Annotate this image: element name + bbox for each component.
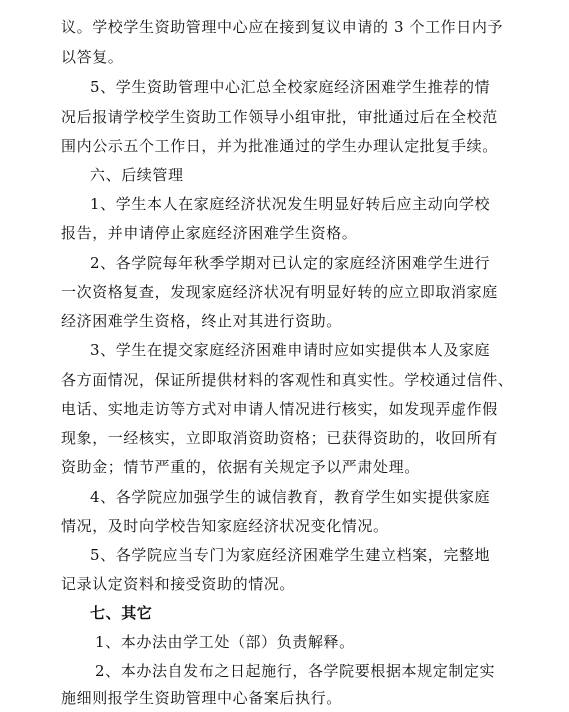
text-line: 1、学生本人在家庭经济状况发生明显好转后应主动向学校 xyxy=(90,195,491,213)
text-line: 记录认定资料和接受资助的情况。 xyxy=(61,575,296,593)
section-heading-bold: 七、其它 xyxy=(90,604,153,622)
section-heading: 六、后续管理 xyxy=(90,166,184,184)
text-line: 2、本办法自发布之日起施行，各学院要根据本规定制定实 xyxy=(95,662,496,680)
text-line: 资助金；情节严重的，依据有关规定予以严肃处理。 xyxy=(61,458,420,476)
text-line: 议。学校学生资助管理中心应在接到复议申请的 3 个工作日内予 xyxy=(61,18,504,36)
text-line: 以答复。 xyxy=(61,48,124,66)
text-line: 况后报请学校学生资助工作领导小组审批，审批通过后在全校范 xyxy=(61,108,498,126)
text-line: 情况，及时向学校告知家庭经济状况变化情况。 xyxy=(61,517,389,535)
text-line: 2、各学院每年秋季学期对已认定的家庭经济困难学生进行 xyxy=(90,254,491,272)
text-line: 电话、实地走访等方式对申请人情况进行核实，如发现弄虚作假 xyxy=(61,400,498,418)
text-line: 一次资格复查，发现家庭经济状况有明显好转的应立即取消家庭 xyxy=(61,283,498,301)
text-line: 5、学生资助管理中心汇总全校家庭经济困难学生推荐的情 xyxy=(90,78,491,96)
text-line: 5、各学院应当专门为家庭经济困难学生建立档案，完整地 xyxy=(90,546,491,564)
text-line: 3、学生在提交家庭经济困难申请时应如实提供本人及家庭 xyxy=(90,341,491,359)
text-line: 报告，并申请停止家庭经济困难学生资格。 xyxy=(61,224,358,242)
text-line: 1、本办法由学工处（部）负责解释。 xyxy=(95,633,355,651)
text-line: 施细则报学生资助管理中心备案后执行。 xyxy=(61,689,342,707)
text-line: 4、各学院应加强学生的诚信教育，教育学生如实提供家庭 xyxy=(90,488,491,506)
text-line: 现象，一经核实，立即取消资助资格；已获得资助的，收回所有 xyxy=(61,429,498,447)
text-line: 围内公示五个工作日，并为批准通过的学生办理认定批复手续。 xyxy=(61,137,498,155)
text-line: 各方面情况，保证所提供材料的客观性和真实性。学校通过信件、 xyxy=(61,371,514,389)
text-line: 经济困难学生资格，终止对其进行资助。 xyxy=(61,312,342,330)
